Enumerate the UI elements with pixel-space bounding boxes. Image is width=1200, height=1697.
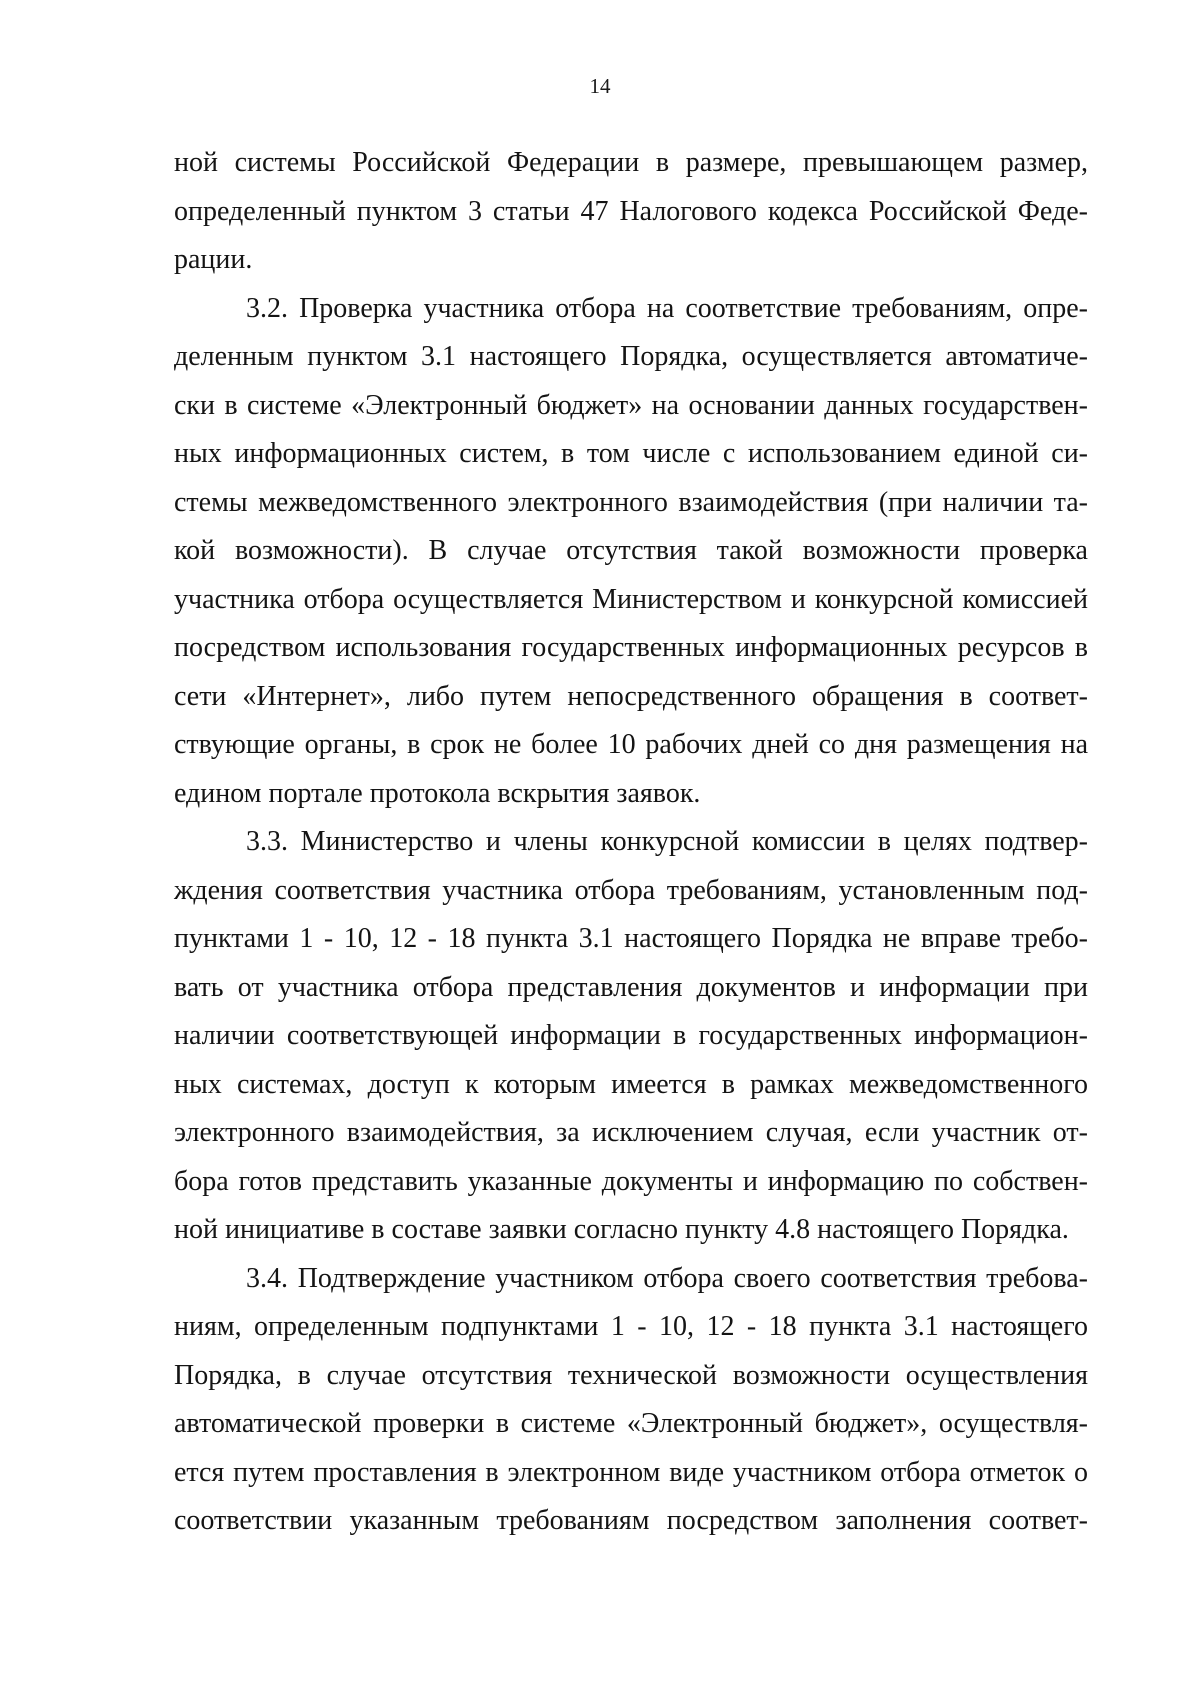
text-line: 3.2. Проверка участника отбора на соответствие требованиям, опре- bbox=[246, 292, 1088, 324]
text-line: деленным пунктом 3.1 настоящего Порядка, осуществляется автоматиче- bbox=[174, 341, 1088, 372]
text-line: Порядка, в случае отсутствия технической возможности осуществления bbox=[174, 1359, 1088, 1391]
text-line: 3.4. Подтверждение участником отбора своего соответствия требова- bbox=[246, 1262, 1088, 1294]
text-line: ется путем проставления в электронном виде участником отбора отметок о bbox=[174, 1456, 1088, 1488]
text-line: пунктами 1 - 10, 12 - 18 пункта 3.1 настоящего Порядка не вправе требо- bbox=[174, 923, 1088, 954]
text-line: сети «Интернет», либо путем непосредственного обращения в соответ- bbox=[174, 680, 1088, 712]
text-line: 3.3. Министерство и члены конкурсной комиссии в целях подтвер- bbox=[246, 826, 1088, 857]
text-line: автоматической проверки в системе «Электронный бюджет», осуществля- bbox=[174, 1408, 1088, 1439]
text-line: электронного взаимодействия, за исключением случая, если участник от- bbox=[174, 1117, 1088, 1148]
text-line: вать от участника отбора представления документов и информации при bbox=[174, 971, 1088, 1003]
text-line: бора готов представить указанные документы и информацию по собствен- bbox=[174, 1165, 1088, 1197]
text-line: ждения соответствия участника отбора требованиям, установленным под- bbox=[174, 874, 1088, 906]
text-line: ниям, определенным подпунктами 1 - 10, 12 - 18 пункта 3.1 настоящего bbox=[174, 1311, 1088, 1342]
text-line: стемы межведомственного электронного взаимодействия (при наличии та- bbox=[174, 486, 1088, 518]
text-line: ной системы Российской Федерации в размере, превышающем размер, bbox=[174, 147, 1088, 178]
text-line: посредством использования государственных информационных ресурсов в bbox=[174, 632, 1088, 663]
text-line: наличии соответствующей информации в государственных информацион- bbox=[174, 1020, 1088, 1051]
text-line: рации. bbox=[174, 244, 253, 275]
text-line: ски в системе «Электронный бюджет» на основании данных государствен- bbox=[174, 389, 1088, 421]
text-line: определенный пунктом 3 статьи 47 Налогового кодекса Российской Феде- bbox=[174, 195, 1088, 227]
text-line: соответствии указанным требованиям посредством заполнения соответ- bbox=[174, 1505, 1088, 1536]
text-line: участника отбора осуществляется Министерством и конкурсной комиссией bbox=[174, 583, 1088, 615]
text-line: ных системах, доступ к которым имеется в рамках межведомственного bbox=[174, 1068, 1088, 1100]
paragraph-continuation bbox=[174, 139, 1088, 285]
text-line: ствующие органы, в срок не более 10 рабочих дней со дня размещения на bbox=[174, 729, 1088, 760]
paragraph-3-2 bbox=[174, 285, 1088, 819]
page-number: 14 bbox=[589, 74, 611, 98]
paragraph-3-3 bbox=[174, 818, 1088, 1255]
text-line: ных информационных систем, в том числе с использованием единой си- bbox=[174, 438, 1088, 469]
text-line: едином портале протокола вскрытия заявок. bbox=[174, 777, 701, 809]
text-line: ной инициативе в составе заявки согласно пункту 4.8 настоящего Порядка. bbox=[174, 1214, 1069, 1245]
text-line: кой возможности). В случае отсутствия такой возможности проверка bbox=[174, 535, 1088, 566]
document-body bbox=[174, 139, 1088, 1546]
paragraph-3-4 bbox=[174, 1255, 1088, 1546]
